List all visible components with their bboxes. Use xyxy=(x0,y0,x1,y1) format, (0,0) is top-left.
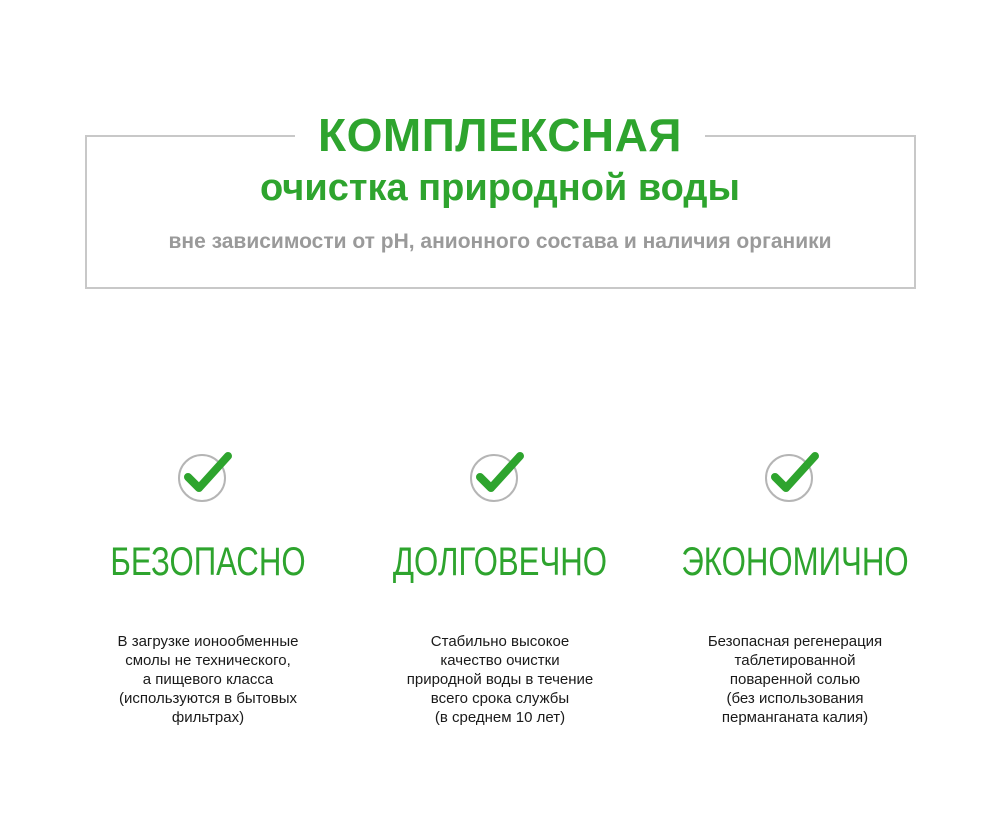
check-circle-icon xyxy=(765,450,825,510)
feature-title: ДОЛГОВЕЧНО xyxy=(392,540,608,584)
feature-safe xyxy=(58,450,358,727)
feature-title: ЭКОНОМИЧНО xyxy=(681,540,909,584)
feature-durable xyxy=(350,450,650,727)
feature-economical xyxy=(645,450,945,727)
feature-text: Безопасная регенерация таблетированной поваренной солью (без использования перманганата калия) xyxy=(707,633,883,726)
check-circle-icon xyxy=(178,450,238,510)
page-title: КОМПЛЕКСНАЯ xyxy=(318,109,682,161)
feature-text: В загрузке ионообменные смолы не технического, а пищевого класса (используются в бытовых фильтрах) xyxy=(117,633,299,726)
page-subtitle: вне зависимости от рН, анионного состава и наличия органики xyxy=(168,230,832,253)
page-title-line2: очистка природной воды xyxy=(260,167,740,209)
check-circle-icon xyxy=(470,450,530,510)
feature-title: БЕЗОПАСНО xyxy=(110,540,306,584)
feature-text: Стабильно высокое качество очистки природной воды в течение всего срока службы (в среднем 10 лет) xyxy=(406,633,594,726)
